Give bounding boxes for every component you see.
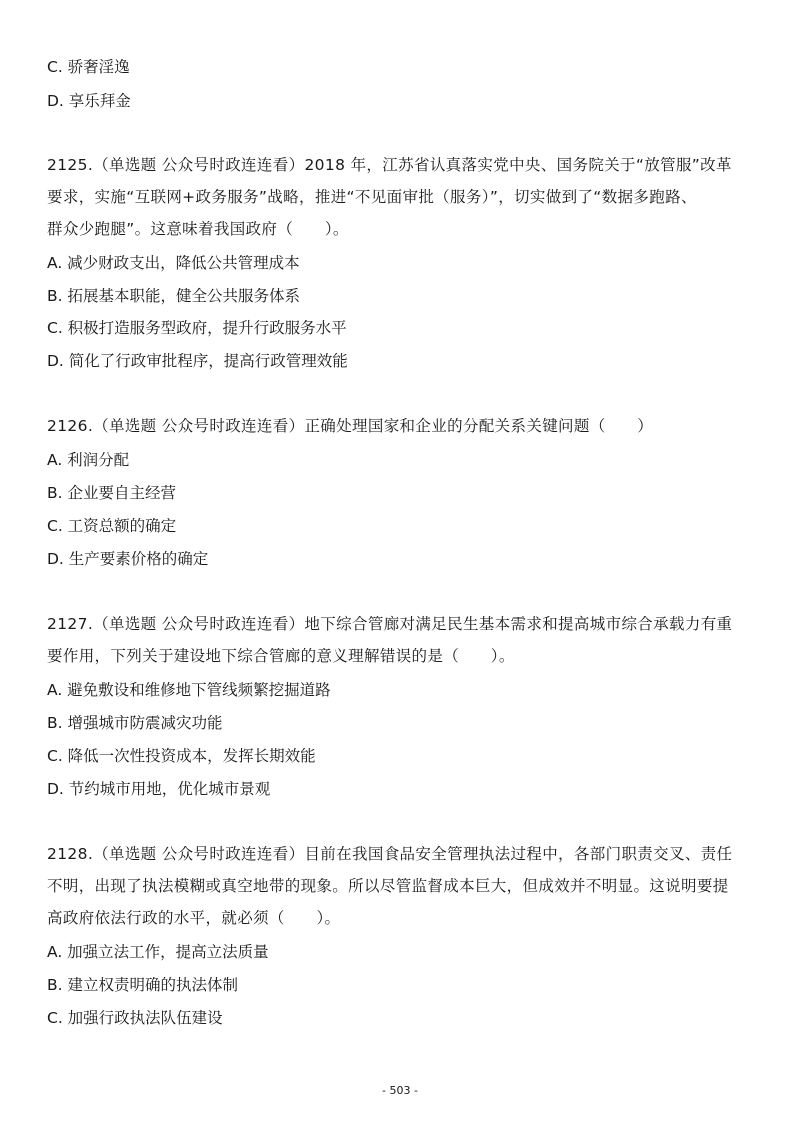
question-2126-option-a: A. 利润分配 bbox=[47, 451, 130, 469]
question-2125-option-a: A. 减少财政支出，降低公共管理成本 bbox=[47, 254, 300, 272]
question-2128-option-b: B. 建立权责明确的执法体制 bbox=[47, 976, 238, 994]
question-2126-option-c: C. 工资总额的确定 bbox=[47, 517, 177, 535]
question-2128-stem-line-3: 高政府依法行政的水平，就必须（ ）。 bbox=[47, 909, 341, 927]
question-2127-stem-line-2: 要作用，下列关于建设地下综合管廊的意义理解错误的是（ ）。 bbox=[47, 647, 515, 665]
question-2127-option-d: D. 节约城市用地，优化城市景观 bbox=[47, 780, 271, 798]
question-2127-option-c: C. 降低一次性投资成本，发挥长期效能 bbox=[47, 747, 316, 765]
question-2125-stem-line-3: 群众少跑腿”。这意味着我国政府（ ）。 bbox=[47, 220, 349, 238]
question-2125-stem-line-1: 2125.（单选题 公众号时政连连看）2018 年，江苏省认真落实党中央、国务院关于“放管服”改革 bbox=[47, 156, 732, 174]
question-2128-stem-line-1: 2128.（单选题 公众号时政连连看）目前在我国食品安全管理执法过程中，各部门职责交叉、责任 bbox=[47, 845, 733, 863]
question-2128-option-c: C. 加强行政执法队伍建设 bbox=[47, 1009, 223, 1027]
question-2125-option-d: D. 简化了行政审批程序，提高行政管理效能 bbox=[47, 352, 348, 370]
prev-option-c: C. 骄奢淫逸 bbox=[47, 58, 130, 76]
prev-option-d: D. 享乐拜金 bbox=[47, 92, 131, 110]
question-2127-stem-line-1: 2127.（单选题 公众号时政连连看）地下综合管廊对满足民生基本需求和提高城市综合承载力有重 bbox=[47, 615, 733, 633]
question-2125-stem-line-2: 要求，实施“互联网+政务服务”战略，推进“不见面审批（服务）”，切实做到了“数据多跑路、 bbox=[47, 188, 697, 206]
question-2127-option-b: B. 增强城市防震减灾功能 bbox=[47, 714, 223, 732]
question-2128-option-a: A. 加强立法工作，提高立法质量 bbox=[47, 943, 269, 961]
question-2125-option-b: B. 拓展基本职能，健全公共服务体系 bbox=[47, 287, 300, 305]
question-2127-option-a: A. 避免敷设和维修地下管线频繁挖掘道路 bbox=[47, 681, 331, 699]
question-2126-stem-line-1: 2126.（单选题 公众号时政连连看）正确处理国家和企业的分配关系关键问题（ ） bbox=[47, 417, 654, 435]
question-2125-option-c: C. 积极打造服务型政府，提升行政服务水平 bbox=[47, 319, 347, 337]
question-2128-stem-line-2: 不明，出现了执法模糊或真空地带的现象。所以尽管监督成本巨大，但成效并不明显。这说明要提 bbox=[47, 877, 729, 895]
page-number: - 503 - bbox=[382, 1084, 418, 1097]
question-2126-option-d: D. 生产要素价格的确定 bbox=[47, 550, 209, 568]
question-2126-option-b: B. 企业要自主经营 bbox=[47, 484, 176, 502]
